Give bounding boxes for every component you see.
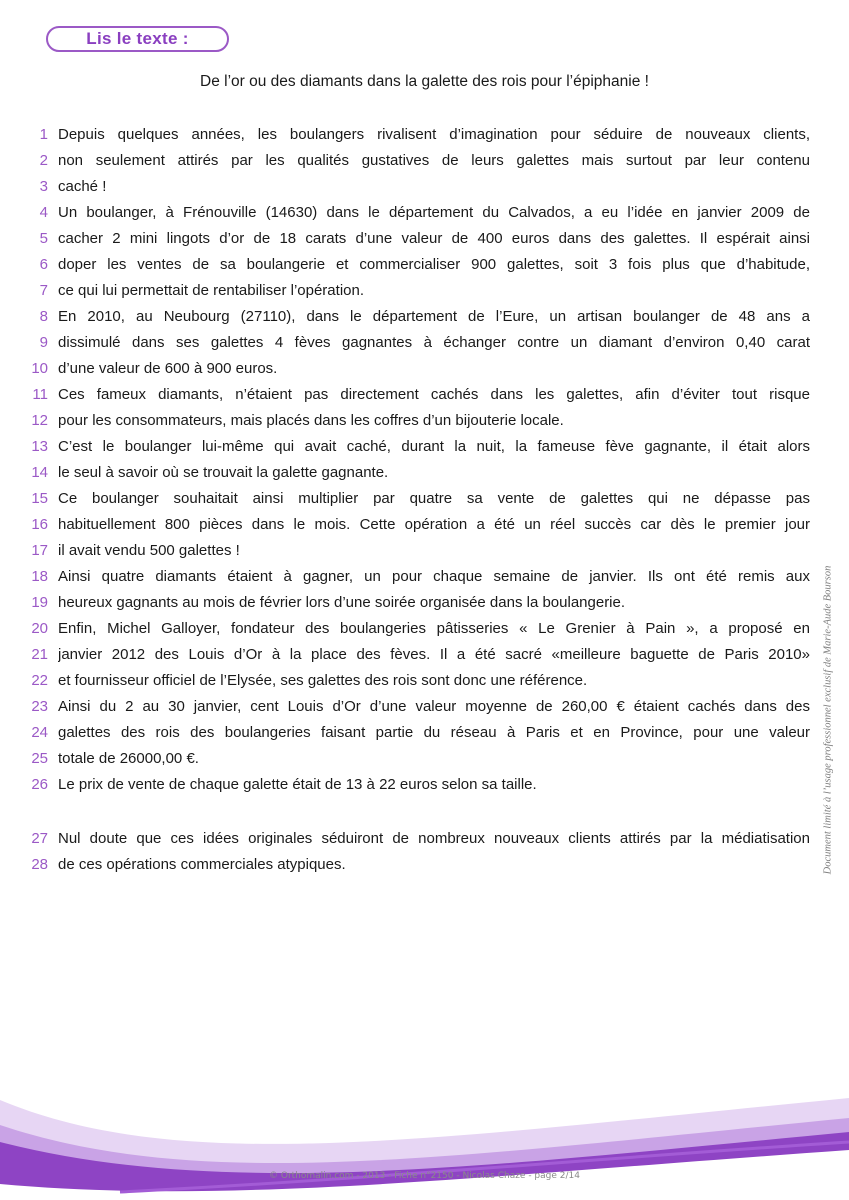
text-line — [22, 772, 810, 798]
line-text: il avait vendu 500 galettes ! — [58, 542, 240, 559]
line-number: 26 — [31, 776, 48, 793]
line-number: 12 — [31, 412, 48, 429]
text-line — [22, 304, 810, 330]
text-line — [22, 148, 810, 174]
line-number: 13 — [31, 438, 48, 455]
line-number: 7 — [39, 282, 48, 299]
line-text: Ces fameux diamants, n’étaient pas directement cachés dans les galettes, afin d’éviter tout risque — [58, 386, 810, 403]
line-text: pour les consommateurs, mais placés dans les coffres d’un bijouterie locale. — [58, 412, 564, 429]
line-text: galettes des rois des boulangeries faisant partie du réseau à Paris et en Province, pour une valeur — [58, 724, 810, 741]
line-text: janvier 2012 des Louis d’Or à la place des fèves. Il a été sacré «meilleure baguette de Paris 2010» — [58, 646, 810, 663]
line-number: 25 — [31, 750, 48, 767]
text-line — [22, 512, 810, 538]
text-line — [22, 538, 810, 564]
line-number: 19 — [31, 594, 48, 611]
line-number: 9 — [39, 334, 48, 351]
line-number: 11 — [32, 386, 48, 403]
line-number: 5 — [39, 230, 48, 247]
decorative-wave — [0, 1080, 849, 1200]
line-text: Depuis quelques années, les boulangers rivalisent d’imagination pour séduire de nouveaux clients, — [58, 126, 810, 143]
line-number: 15 — [31, 490, 48, 507]
line-text: Ce boulanger souhaitait ainsi multiplier par quatre sa vente de galettes qui ne dépasse pas — [58, 490, 810, 507]
line-number: 21 — [31, 646, 48, 663]
text-line — [22, 278, 810, 304]
line-text: Ainsi du 2 au 30 janvier, cent Louis d’Or d’une valeur moyenne de 260,00 € étaient cachés dans des — [58, 698, 810, 715]
text-line — [22, 694, 810, 720]
line-number: 3 — [39, 178, 48, 195]
text-line — [22, 486, 810, 512]
line-text: Enfin, Michel Galloyer, fondateur des boulangeries pâtisseries « Le Grenier à Pain », a proposé en — [58, 620, 810, 637]
line-text: cacher 2 mini lingots d’or de 18 carats d’une valeur de 400 euros dans des galettes. Il espérait ainsi — [58, 230, 810, 247]
line-text: d’une valeur de 600 à 900 euros. — [58, 360, 278, 377]
text-line — [22, 852, 810, 878]
section-label: Lis le texte : — [46, 26, 229, 52]
line-text: doper les ventes de sa boulangerie et commercialiser 900 galettes, soit 3 fois plus que d’habitude, — [58, 256, 810, 273]
text-line — [22, 122, 810, 148]
line-text: Nul doute que ces idées originales séduiront de nombreux nouveaux clients attirés par la médiatisation — [58, 830, 810, 847]
text-line — [22, 382, 810, 408]
line-number: 22 — [31, 672, 48, 689]
line-number: 23 — [31, 698, 48, 715]
line-number: 4 — [39, 204, 48, 221]
text-line — [22, 668, 810, 694]
line-number: 24 — [31, 724, 48, 741]
line-number: 27 — [31, 830, 48, 847]
text-line — [22, 746, 810, 772]
text-line — [22, 616, 810, 642]
line-text: et fournisseur officiel de l’Elysée, ses galettes des rois sont donc une référence. — [58, 672, 588, 689]
text-line — [22, 434, 810, 460]
line-text: C’est le boulanger lui-même qui avait caché, durant la nuit, la fameuse fève gagnante, il était alors — [58, 438, 810, 455]
line-number: 14 — [31, 464, 48, 481]
line-number: 1 — [39, 126, 48, 143]
side-note: Document limité à l’usage professionnel exclusif de Marie-Aude Bourson — [822, 565, 834, 875]
line-text: non seulement attirés par les qualités gustatives de leurs galettes mais surtout par leur contenu — [58, 152, 810, 169]
text-line — [22, 642, 810, 668]
text-line — [22, 174, 810, 200]
line-number: 6 — [39, 256, 48, 273]
line-number: 18 — [31, 568, 48, 585]
text-line — [22, 252, 810, 278]
line-text: Ainsi quatre diamants étaient à gagner, un pour chaque semaine de janvier. Ils ont été remis aux — [58, 568, 810, 585]
line-text: ce qui lui permettait de rentabiliser l’opération. — [58, 282, 364, 299]
line-number: 10 — [31, 360, 48, 377]
line-text: habituellement 800 pièces dans le mois. Cette opération a été un réel succès car dès le premier jour — [58, 516, 810, 533]
line-text: Le prix de vente de chaque galette était de 13 à 22 euros selon sa taille. — [58, 776, 537, 793]
line-text: totale de 26000,00 €. — [58, 750, 199, 767]
line-text: dissimulé dans ses galettes 4 fèves gagnantes à échanger contre un diamant d’environ 0,40 carat — [58, 334, 810, 351]
line-number: 17 — [31, 542, 48, 559]
line-number: 20 — [31, 620, 48, 637]
line-number: 28 — [31, 856, 48, 873]
line-number: 8 — [39, 308, 48, 325]
line-text: En 2010, au Neubourg (27110), dans le département de l’Eure, un artisan boulanger de 48 ans a — [58, 308, 810, 325]
page-title: De l’or ou des diamants dans la galette des rois pour l’épiphanie ! — [200, 73, 649, 90]
line-text: heureux gagnants au mois de février lors d’une soirée organisée dans la boulangerie. — [58, 594, 626, 611]
text-line — [22, 226, 810, 252]
text-line — [22, 408, 810, 434]
page-footer: © Orthomalin.com - 2013 - Fiche n°2150 - Nicolas Chaze - page 2/14 — [269, 1171, 580, 1181]
text-line — [22, 720, 810, 746]
text-line — [22, 564, 810, 590]
line-text: de ces opérations commerciales atypiques. — [58, 856, 346, 873]
text-line — [22, 200, 810, 226]
line-text: Un boulanger, à Frénouville (14630) dans le département du Calvados, a eu l’idée en janvier 2009 de — [58, 204, 810, 221]
text-line — [22, 356, 810, 382]
text-line — [22, 826, 810, 852]
line-text: caché ! — [58, 178, 107, 195]
text-line — [22, 460, 810, 486]
line-text: le seul à savoir où se trouvait la galette gagnante. — [58, 464, 389, 481]
text-line — [22, 330, 810, 356]
text-line — [22, 590, 810, 616]
line-number: 16 — [31, 516, 48, 533]
line-number: 2 — [39, 152, 48, 169]
